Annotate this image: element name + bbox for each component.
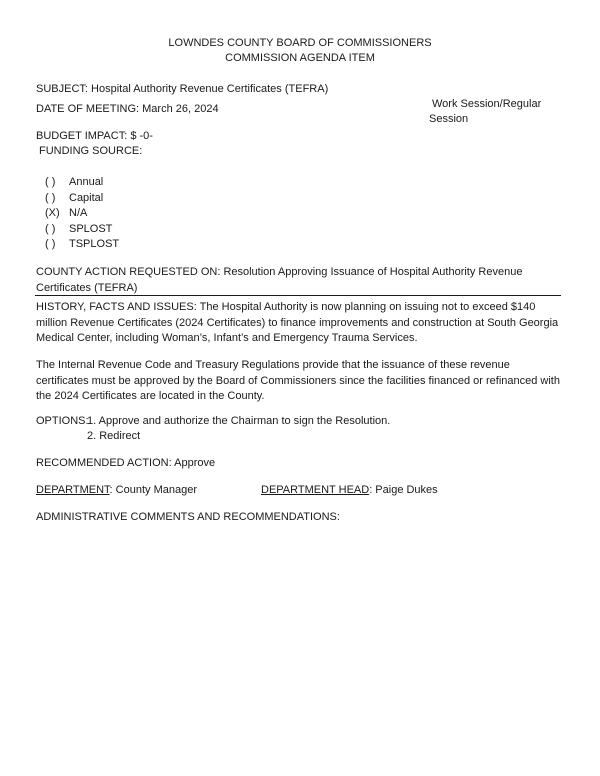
options-label: OPTIONS:	[36, 415, 89, 427]
budget-impact-value: $ -0-	[130, 130, 153, 142]
department-line	[36, 483, 197, 498]
funding-option-mark: ( )	[45, 223, 56, 235]
department-head-line	[261, 483, 438, 498]
funding-option-capital	[45, 191, 103, 206]
funding-option-label: Capital	[69, 192, 104, 204]
budget-impact-label: BUDGET IMPACT:	[36, 130, 128, 142]
meeting-type-line-1: Work Session/Regular	[432, 98, 542, 110]
funding-option-label: TSPLOST	[69, 238, 120, 250]
header-line-2: COMMISSION AGENDA ITEM	[225, 52, 375, 64]
funding-option-na	[45, 206, 87, 221]
funding-option-tsplost	[45, 237, 119, 252]
subject-line	[36, 82, 328, 97]
county-action-label: COUNTY ACTION REQUESTED ON:	[36, 266, 221, 278]
subject-label: SUBJECT:	[36, 83, 88, 95]
meeting-date-line	[36, 102, 219, 117]
funding-option-mark: ( )	[45, 192, 56, 204]
budget-impact-line	[36, 129, 153, 144]
funding-source-label: FUNDING SOURCE:	[39, 145, 143, 157]
recommended-action-label: RECOMMENDED ACTION:	[36, 457, 172, 469]
county-action-value: Resolution Approving Issuance of Hospital Authority Revenue Certificates (TEFRA)	[36, 266, 523, 294]
funding-option-label: SPLOST	[69, 223, 113, 235]
department-label: DEPARTMENT	[36, 484, 110, 496]
funding-option-mark: (X)	[45, 207, 60, 219]
funding-option-splost	[45, 222, 112, 237]
funding-option-mark: ( )	[45, 176, 56, 188]
funding-option-label: Annual	[69, 176, 104, 188]
funding-option-mark: ( )	[45, 238, 56, 250]
department-head-value: : Paige Dukes	[369, 484, 438, 496]
county-action-paragraph	[36, 265, 564, 296]
meeting-date-value: March 26, 2024	[142, 103, 219, 115]
recommended-action-line	[36, 456, 215, 471]
section-divider	[35, 295, 561, 296]
department-head-label: DEPARTMENT HEAD	[261, 484, 370, 496]
department-value: : County Manager	[109, 484, 197, 496]
meeting-date-label: DATE OF MEETING:	[36, 103, 140, 115]
regulations-paragraph: The Internal Revenue Code and Treasury Regulations provide that the issuance of these revenue certificates must be approved by the Board of Commissioners since the facilities financed or refinanced with the 2024 Certificates are located in the County.	[36, 359, 560, 402]
history-label: HISTORY, FACTS AND ISSUES:	[36, 301, 197, 313]
history-text: The Hospital Authority is now planning on issuing not to exceed $140 million Revenue Certificates (2024 Certificates) to finance improvements and construction at South Georgia Medical Center, including Woman’s, Infant’s and Emergency Trauma Services.	[36, 301, 559, 344]
history-paragraph	[36, 300, 566, 347]
funding-option-annual	[45, 175, 103, 190]
meeting-type-line-2: Session	[429, 113, 469, 125]
administrative-comments-heading: ADMINISTRATIVE COMMENTS AND RECOMMENDATIONS:	[36, 511, 340, 523]
funding-option-label: N/A	[69, 207, 88, 219]
option-item-1: 1. Approve and authorize the Chairman to sign the Resolution.	[87, 415, 391, 427]
header-line-1: LOWNDES COUNTY BOARD OF COMMISSIONERS	[168, 37, 432, 49]
option-item-2: 2. Redirect	[87, 430, 141, 442]
subject-value: Hospital Authority Revenue Certificates (TEFRA)	[91, 83, 329, 95]
recommended-action-value: Approve	[174, 457, 216, 469]
